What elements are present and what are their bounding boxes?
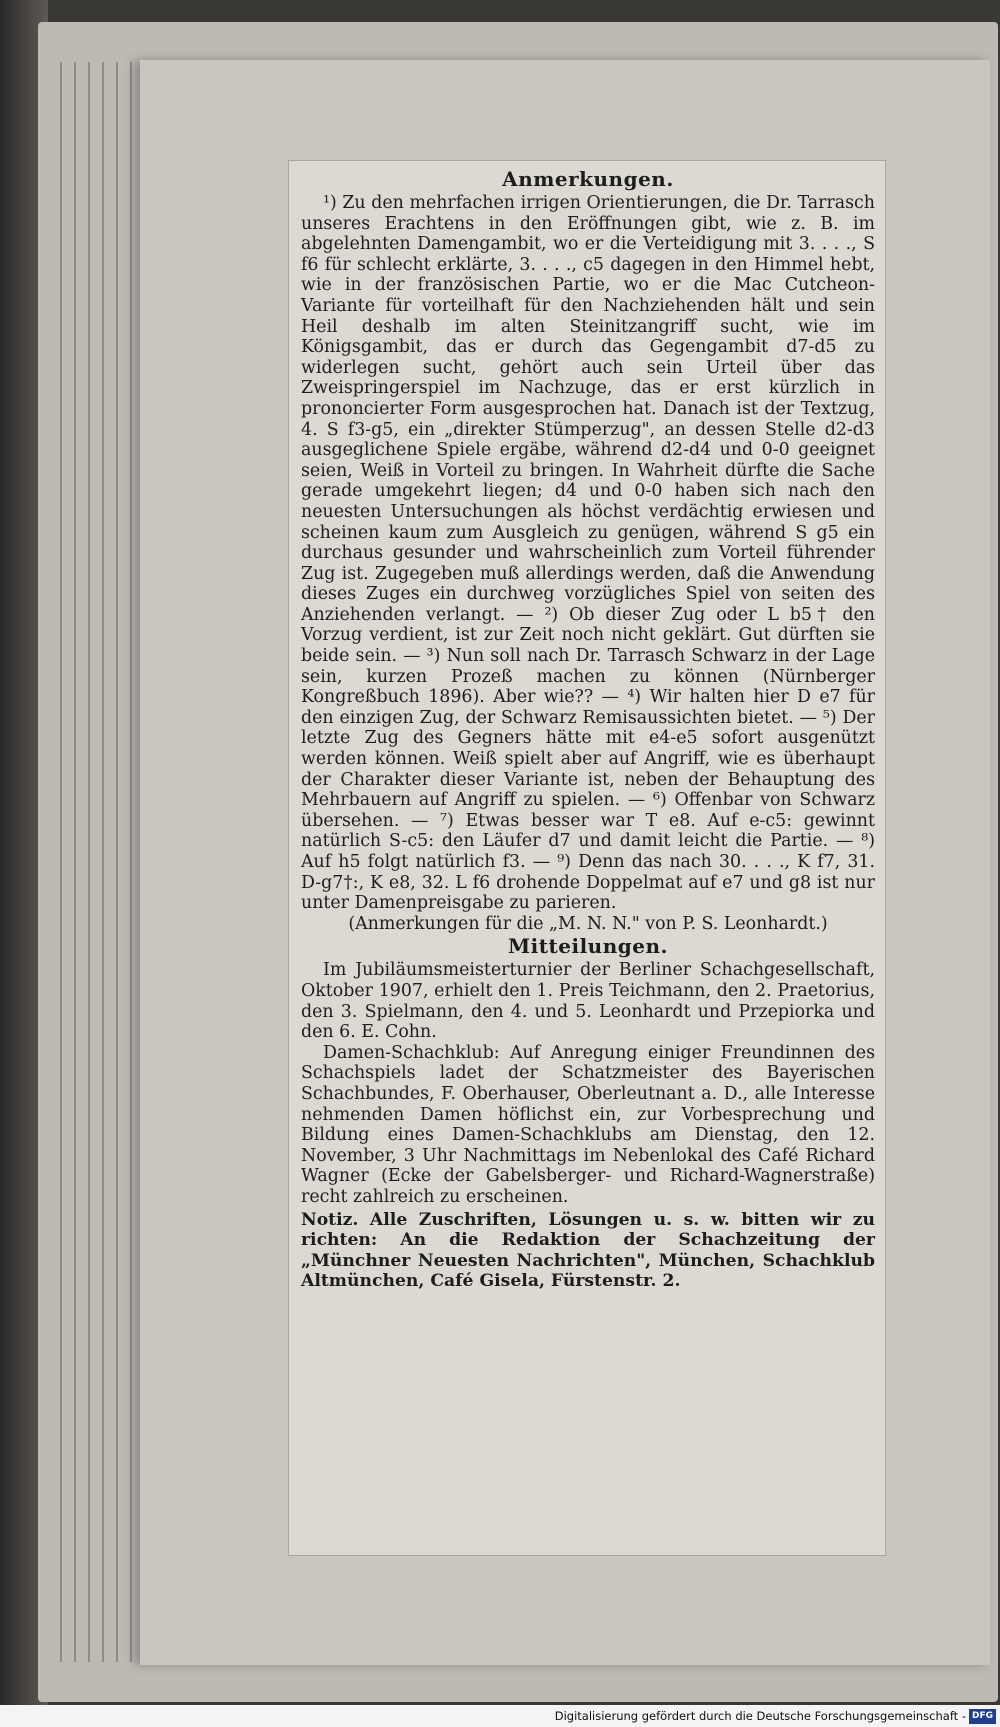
dfg-logo-icon: DFG <box>969 1709 996 1724</box>
annotations-credit: (Anmerkungen für die „M. N. N." von P. S. Leonhardt.) <box>348 913 828 934</box>
page-edge <box>116 62 118 1662</box>
annotations-text: ¹) Zu den mehrfachen irrigen Orientierungen, die Dr. Tarrasch unseres Erachtens in den Eröffnungen gibt, wie z. B. im abgelehnten Damengambit, wo er die Verteidigung mit 3. . . ., S f6 für schlecht erklärte, 3. . . ., c5 dagegen in den Himmel hebt, wie in der französischen Partie, wo er die Mac Cutcheon-Variante für vorteilhaft für den Nachziehenden hält und sein Heil deshalb im alten Steinitzangriff sucht, wie im Königsgambit, das er durch das Gegengambit d7-d5 zu widerlegen sucht, gehört auch sein Urteil über das Zweispringerspiel im Nachzuge, das er erst kürzlich in prononcierter Form ausgesprochen hat. Danach ist der Textzug, 4. S f3-g5, ein „direkter Stümperzug", an dessen Stelle d2-d3 ausgeglichene Spiele ergäbe, während d2-d4 und 0-0 geeignet seien, Weiß in Vorteil zu bringen. In Wahrheit dürfte die Sache gerade umgekehrt liegen; d4 und 0-0 haben sich nach den neuesten Untersuchungen als höchst verdächtig erwiesen und scheinen kaum zum Ausgleich zu genügen, während S g5 ein durchaus gesunder und wahrscheinlich zum Vorteil führender Zug ist. Zugegeben muß allerdings werden, daß die Anwendung dieses Zuges ein durchweg vorzügliches Spiel von seiten des Anziehenden verlangt. — ²) Ob dieser Zug oder L b5† den Vorzug verdient, ist zur Zeit noch nicht geklärt. Gut dürften sie beide sein. — ³) Nun soll nach Dr. Tarrasch Schwarz in der Lage sein, kurzen Prozeß machen zu können (Nürnberger Kongreßbuch 1896). Aber wie?? — ⁴) Wir halten hier D e7 für den einzigen Zug, der Schwarz Remisaussichten bietet. — ⁵) Der letzte Zug des Gegners hätte mit e4-e5 sofort ausgenützt werden können. Weiß spielt aber auf Angriff, wie es überhaupt der Charakter dieser Variante ist, neben der Behauptung des Mehrbauern auf Angriff zu spielen. — ⁶) Offenbar von Schwarz übersehen. — ⁷) Etwas besser war T e8. Auf e-c5: gewinnt natürlich S-c5: den Läufer d7 und damit leicht die Partie. — ⁸) Auf h5 folgt natürlich f3. — ⁹) Denn das nach 30. . . ., K f7, 31. D-g7†:, K e8, 32. L f6 drohende Doppelmat auf e7 und g8 ist nur unter Damenpreisgabe zu parieren. <box>301 193 875 914</box>
notice-paragraph: Notiz. Alle Zuschriften, Lösungen u. s. w. bitten wir zu richten: An die Redaktion der Schachzeitung der „Münchner Neuesten Nachrichten", München, Schachklub Altmünchen, Café Gisela, Fürstenstr. 2. <box>301 1209 875 1292</box>
news-paragraph-1: Im Jubiläumsmeisterturnier der Berliner Schachgesellschaft, Oktober 1907, erhielt den 1. Preis Teichmann, den 2. Praetorius, den 3. Spielmann, den 4. und 5. Leonhardt und Przepiorka und den 6. E. Cohn. <box>301 960 875 1043</box>
newspaper-clipping <box>288 160 886 1556</box>
news-heading: Mitteilungen. <box>508 934 668 959</box>
page-edge <box>74 62 76 1662</box>
footer-text: Digitalisierung gefördert durch die Deutsche Forschungsgemeinschaft - <box>554 1709 966 1723</box>
news-paragraph-2: Damen-Schachklub: Auf Anregung einiger Freundinnen des Schachspiels ladet der Schatzmeister des Bayerischen Schachbundes, F. Oberhauser, Oberleutnant a. D., alle Interesse nehmenden Damen höflichst ein, zur Vorbesprechung und Bildung eines Damen-Schachklubs am Dienstag, den 12. November, 3 Uhr Nachmittags im Nebenlokal des Café Richard Wagner (Ecke der Gabelsberger- und Richard-Wagnerstraße) recht zahlreich zu erscheinen. <box>301 1042 875 1207</box>
page-edge <box>88 62 90 1662</box>
digitization-footer <box>0 1705 1000 1727</box>
page-edge <box>60 62 62 1662</box>
page-edge <box>130 62 132 1662</box>
page-edge <box>102 62 104 1662</box>
annotations-heading: Anmerkungen. <box>502 167 674 191</box>
